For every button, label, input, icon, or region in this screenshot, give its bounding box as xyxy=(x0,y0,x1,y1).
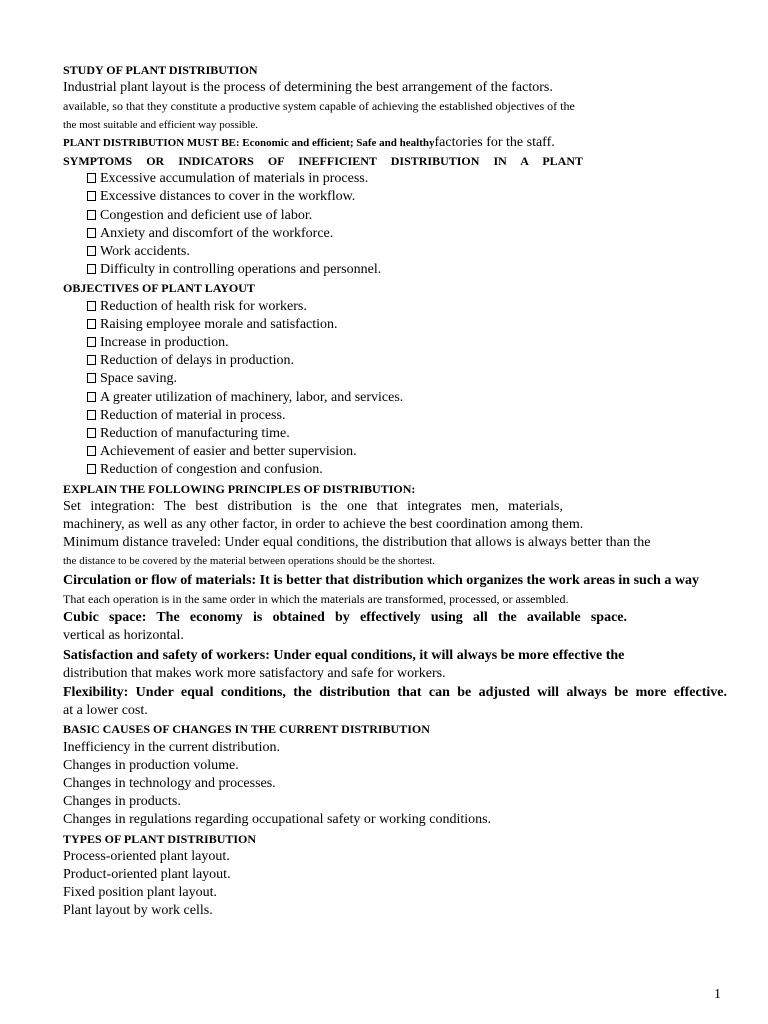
list-item: Excessive distances to cover in the workflow. xyxy=(63,188,727,206)
objectives-heading: OBJECTIVES OF PLANT LAYOUT xyxy=(63,281,255,296)
symptoms-heading: SYMPTOMS OR INDICATORS OF INEFFICIENT DISTRIBUTION IN A PLANT xyxy=(63,154,583,169)
checkbox-bullet-icon xyxy=(87,191,96,201)
must-be-normal: factories for the staff. xyxy=(434,134,555,150)
checkbox-bullet-icon xyxy=(87,373,96,383)
flexibility-line-2: at a lower cost. xyxy=(63,703,148,719)
causes-list xyxy=(63,739,727,830)
checkbox-bullet-icon xyxy=(87,392,96,402)
document-page xyxy=(63,61,727,921)
list-item: Reduction of material in process. xyxy=(63,407,727,425)
cubic-space-line-2: vertical as horizontal. xyxy=(63,628,184,644)
circulation-line-1: Circulation or flow of materials: It is better that distribution which organizes the work areas in such a way xyxy=(63,572,699,588)
list-item: Changes in regulations regarding occupational safety or working conditions. xyxy=(63,812,492,828)
checkbox-bullet-icon xyxy=(87,228,96,238)
satisfaction-line-2: distribution that makes work more satisfactory and safe for workers. xyxy=(63,665,446,681)
list-item: Congestion and deficient use of labor. xyxy=(63,207,727,225)
list-item: Difficulty in controlling operations and personnel. xyxy=(63,261,727,279)
list-item: Changes in production volume. xyxy=(63,757,239,773)
causes-heading: BASIC CAUSES OF CHANGES IN THE CURRENT DISTRIBUTION xyxy=(63,722,430,737)
checkbox-bullet-icon xyxy=(87,355,96,365)
checkbox-bullet-icon xyxy=(87,173,96,183)
checkbox-bullet-icon xyxy=(87,446,96,456)
types-list xyxy=(63,848,727,921)
cubic-space-line-1: Cubic space: The economy is obtained by effectively using all the available space. xyxy=(63,610,627,626)
list-item: Raising employee morale and satisfaction. xyxy=(63,316,727,334)
list-item: Process-oriented plant layout. xyxy=(63,848,230,864)
set-integration-line-1: Set integration: The best distribution is the one that integrates men, materials, xyxy=(63,498,563,514)
circulation-line-2: That each operation is in the same order in which the materials are transformed, processed, or assembled. xyxy=(63,591,569,606)
document-title: STUDY OF PLANT DISTRIBUTION xyxy=(63,63,258,77)
list-item: Work accidents. xyxy=(63,243,727,261)
checkbox-bullet-icon xyxy=(87,210,96,220)
intro-line-3: the most suitable and efficient way possible. xyxy=(63,118,259,131)
list-item: Achievement of easier and better supervision. xyxy=(63,443,727,461)
list-item: Changes in technology and processes. xyxy=(63,775,276,791)
checkbox-bullet-icon xyxy=(87,337,96,347)
list-item: A greater utilization of machinery, labor, and services. xyxy=(63,389,727,407)
checkbox-bullet-icon xyxy=(87,264,96,274)
list-item: Reduction of delays in production. xyxy=(63,352,727,370)
intro-line-1: Industrial plant layout is the process of determining the best arrangement of the factors. xyxy=(63,80,553,96)
symptoms-list xyxy=(63,170,727,279)
set-integration-line-2: machinery, as well as any other factor, in order to achieve the best coordination among them. xyxy=(63,517,584,533)
list-item: Reduction of health risk for workers. xyxy=(63,298,727,316)
principles-heading: EXPLAIN THE FOLLOWING PRINCIPLES OF DISTRIBUTION: xyxy=(63,481,416,496)
checkbox-bullet-icon xyxy=(87,428,96,438)
min-distance-line-1: Minimum distance traveled: Under equal conditions, the distribution that allows is always better than the xyxy=(63,535,651,551)
checkbox-bullet-icon xyxy=(87,319,96,329)
flexibility-line-1: Flexibility: Under equal conditions, the distribution that can be adjusted will always be more effective. xyxy=(63,684,727,700)
objectives-list xyxy=(63,298,727,480)
list-item: Reduction of manufacturing time. xyxy=(63,425,727,443)
checkbox-bullet-icon xyxy=(87,464,96,474)
list-item: Changes in products. xyxy=(63,794,181,810)
page-number: 1 xyxy=(714,987,721,1002)
checkbox-bullet-icon xyxy=(87,410,96,420)
list-item: Reduction of congestion and confusion. xyxy=(63,461,727,479)
must-be-line xyxy=(63,134,727,152)
list-item: Excessive accumulation of materials in process. xyxy=(63,170,727,188)
list-item: Space saving. xyxy=(63,370,727,388)
list-item: Increase in production. xyxy=(63,334,727,352)
min-distance-line-2: the distance to be covered by the material between operations should be the shortest. xyxy=(63,555,436,568)
types-heading: TYPES OF PLANT DISTRIBUTION xyxy=(63,831,257,846)
list-item: Anxiety and discomfort of the workforce. xyxy=(63,225,727,243)
intro-line-2: available, so that they constitute a productive system capable of achieving the established objectives of the xyxy=(63,99,575,114)
list-item: Fixed position plant layout. xyxy=(63,885,217,901)
list-item: Inefficiency in the current distribution. xyxy=(63,739,281,755)
list-item: Product-oriented plant layout. xyxy=(63,866,231,882)
checkbox-bullet-icon xyxy=(87,301,96,311)
satisfaction-line-1: Satisfaction and safety of workers: Under equal conditions, it will always be more effective the xyxy=(63,647,625,663)
checkbox-bullet-icon xyxy=(87,246,96,256)
must-be-bold: PLANT DISTRIBUTION MUST BE: Economic and efficient; Safe and healthy xyxy=(63,136,435,149)
list-item: Plant layout by work cells. xyxy=(63,903,213,919)
